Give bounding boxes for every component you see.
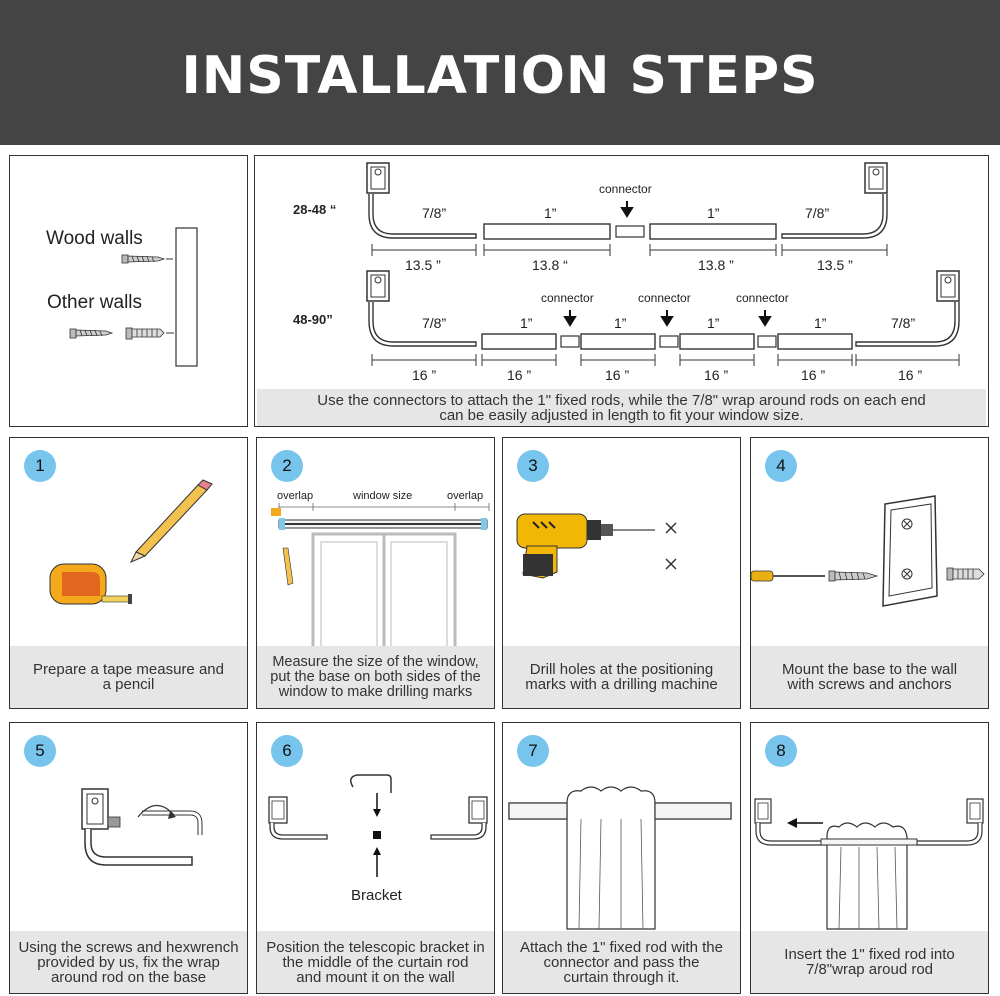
overlap-left-label: overlap bbox=[277, 490, 314, 502]
row2-fixed-rod-2 bbox=[581, 334, 655, 349]
step-6-caption-line1: Position the telescopic bracket in bbox=[266, 938, 485, 956]
step-6-badge: 6 bbox=[271, 735, 303, 767]
row1-right-bracket bbox=[865, 163, 887, 193]
step-4-panel bbox=[750, 437, 989, 709]
row1-left-bracket bbox=[367, 163, 389, 193]
overlap-right-label: overlap bbox=[447, 490, 484, 502]
pencil-icon bbox=[131, 480, 212, 562]
step-1-caption-line2: a pencil bbox=[102, 676, 155, 693]
row1-fixed-rod-1 bbox=[484, 224, 610, 239]
row2-length-4: 16 ” bbox=[704, 367, 729, 383]
step-4-caption-line1: Mount the base to the wall bbox=[781, 661, 958, 678]
step-7-caption-line3: curtain through it. bbox=[563, 968, 680, 986]
step-4-caption-line2: with screws and anchors bbox=[787, 676, 952, 693]
step-6-illustration bbox=[257, 723, 493, 933]
row1-fixed-rod-2 bbox=[650, 224, 776, 239]
row1-size-2: 1” bbox=[544, 205, 557, 221]
step-7-panel bbox=[502, 722, 741, 994]
step-8-panel bbox=[750, 722, 989, 994]
left-bracket-rod bbox=[269, 797, 327, 839]
step-5-caption-line2: provided by us, fix the wrap bbox=[37, 953, 220, 971]
row2-fixed-rod-3 bbox=[680, 334, 754, 349]
center-bracket-icon bbox=[351, 775, 391, 877]
step-2-caption-line2: put the base on both sides of the bbox=[270, 668, 481, 685]
hex-wrench-icon bbox=[138, 805, 200, 835]
row1-connector bbox=[616, 226, 644, 237]
step-5-caption bbox=[10, 931, 247, 993]
step-7-badge: 7 bbox=[517, 735, 549, 767]
right-bracket-rod bbox=[917, 799, 983, 845]
row1-length-2: 13.8 “ bbox=[532, 257, 568, 273]
drill-icon bbox=[517, 514, 655, 578]
tape-small-icon bbox=[271, 508, 281, 516]
window-icon bbox=[313, 534, 455, 648]
step-2-panel bbox=[256, 437, 495, 709]
row1-size-1: 7/8” bbox=[422, 205, 447, 221]
step-8-illustration bbox=[751, 723, 987, 933]
row2-connector-2 bbox=[660, 336, 678, 347]
row2-length-1: 16 ” bbox=[412, 367, 437, 383]
step-1-caption bbox=[10, 646, 247, 708]
step-1-panel bbox=[9, 437, 248, 709]
row2-length-2: 16 ” bbox=[507, 367, 532, 383]
step-7-illustration bbox=[503, 723, 739, 933]
row2-connector-arrow-3 bbox=[760, 310, 770, 325]
step-3-caption-line2: marks with a drilling machine bbox=[525, 676, 718, 693]
tape-measure-icon bbox=[50, 564, 132, 604]
row1-connector-label: connector bbox=[599, 182, 652, 196]
row2-connector-arrow-2 bbox=[662, 310, 672, 325]
step-2-illustration bbox=[257, 438, 493, 648]
step-6-caption-line2: the middle of the curtain rod bbox=[282, 953, 469, 971]
page-title: INSTALLATION STEPS bbox=[181, 46, 819, 106]
right-bracket-rod bbox=[431, 797, 487, 839]
step-7-caption-line2: connector and pass the bbox=[543, 953, 700, 971]
note-line-1: Use the connectors to attach the 1" fixed rods, while the 7/8" wrap around rods on each end bbox=[317, 391, 926, 409]
wall-types-illustration bbox=[10, 156, 246, 424]
row1-connector-arrow bbox=[622, 201, 632, 216]
row2-connector-1 bbox=[561, 336, 579, 347]
row2-size-4: 1” bbox=[707, 315, 720, 331]
curtain-icon bbox=[567, 787, 655, 929]
row2-size-3: 1” bbox=[614, 315, 627, 331]
row2-left-bracket bbox=[367, 271, 389, 301]
rod-diagram-panel bbox=[254, 155, 989, 427]
row2-size-1: 7/8” bbox=[422, 315, 447, 331]
step-8-badge: 8 bbox=[765, 735, 797, 767]
wall-board bbox=[176, 228, 197, 366]
row1-length-1: 13.5 ” bbox=[405, 257, 441, 273]
wall-plate-icon bbox=[883, 496, 937, 606]
row1-range-label: 28-48 “ bbox=[293, 202, 337, 217]
drill-marks bbox=[666, 523, 676, 569]
step-1-caption-line1: Prepare a tape measure and bbox=[33, 661, 224, 678]
step-3-caption bbox=[503, 646, 740, 708]
step-2-badge: 2 bbox=[271, 450, 303, 482]
row2-range-label: 48-90” bbox=[293, 312, 333, 327]
row2-size-6: 7/8” bbox=[891, 315, 916, 331]
note-line-2: can be easily adjusted in length to fit your window size. bbox=[439, 406, 804, 424]
other-walls-label: Other walls bbox=[47, 292, 143, 313]
bracket-rod-icon bbox=[82, 789, 192, 865]
step-8-caption-line1: Insert the 1" fixed rod into bbox=[784, 946, 955, 963]
step-5-illustration bbox=[10, 723, 246, 933]
screw-icon bbox=[829, 571, 877, 581]
wall-types-panel bbox=[9, 155, 248, 427]
step-5-panel bbox=[9, 722, 248, 994]
row2-connector-label-2: connector bbox=[638, 291, 691, 305]
row2-connector-arrow-1 bbox=[565, 310, 575, 325]
bracket-label: Bracket bbox=[351, 887, 402, 904]
page-header bbox=[0, 0, 1000, 145]
step-1-illustration bbox=[10, 438, 246, 638]
row2-length-6: 16 ” bbox=[898, 367, 923, 383]
step-7-caption bbox=[503, 931, 740, 993]
curtain-icon bbox=[821, 823, 917, 929]
wood-screw-icon bbox=[122, 255, 173, 263]
step-1-badge: 1 bbox=[24, 450, 56, 482]
rod-diagram bbox=[255, 156, 987, 424]
step-4-caption bbox=[751, 646, 988, 708]
step-3-badge: 3 bbox=[517, 450, 549, 482]
row2-fixed-rod-1 bbox=[482, 334, 556, 349]
row2-length-5: 16 ” bbox=[801, 367, 826, 383]
row2-length-3: 16 ” bbox=[605, 367, 630, 383]
step-5-caption-line1: Using the screws and hexwrench bbox=[18, 938, 239, 956]
row2-connector-label-1: connector bbox=[541, 291, 594, 305]
step-8-caption bbox=[751, 931, 988, 993]
row1-length-3: 13.8 ” bbox=[698, 257, 734, 273]
step-6-caption-line3: and mount it on the wall bbox=[296, 968, 455, 986]
row2-fixed-rod-4 bbox=[778, 334, 852, 349]
screwdriver-icon bbox=[751, 571, 825, 581]
step-5-badge: 5 bbox=[24, 735, 56, 767]
row2-right-bracket bbox=[937, 271, 959, 301]
step-3-illustration bbox=[503, 438, 739, 638]
row1-right-wrap-rod bbox=[782, 194, 887, 238]
step-5-caption-line3: around rod on the base bbox=[50, 968, 207, 986]
step-4-badge: 4 bbox=[765, 450, 797, 482]
row1-size-4: 7/8” bbox=[805, 205, 830, 221]
step-3-panel bbox=[502, 437, 741, 709]
row2-dimension-lines bbox=[372, 354, 959, 366]
row2-connector-3 bbox=[758, 336, 776, 347]
wood-walls-label: Wood walls bbox=[46, 228, 143, 249]
step-6-caption bbox=[257, 931, 494, 993]
step-2-caption-line1: Measure the size of the window, bbox=[272, 653, 479, 670]
step-2-caption bbox=[257, 646, 494, 708]
row2-size-5: 1” bbox=[814, 315, 827, 331]
step-4-illustration bbox=[751, 438, 987, 638]
anchor-icon bbox=[947, 568, 984, 580]
row1-length-4: 13.5 ” bbox=[817, 257, 853, 273]
step-2-caption-line3: window to make drilling marks bbox=[278, 683, 473, 700]
pencil-small-icon bbox=[283, 548, 293, 585]
measure-lines bbox=[279, 503, 489, 511]
row1-dimension-lines bbox=[372, 244, 887, 256]
row1-size-3: 1” bbox=[707, 205, 720, 221]
window-size-label: window size bbox=[353, 490, 413, 502]
row2-connector-label-3: connector bbox=[736, 291, 789, 305]
step-7-caption-line1: Attach the 1" fixed rod with the bbox=[520, 938, 723, 956]
row2-size-2: 1” bbox=[520, 315, 533, 331]
screw-anchor-icon bbox=[70, 328, 174, 339]
step-3-caption-line1: Drill holes at the positioning bbox=[529, 661, 714, 678]
insert-arrow-icon bbox=[787, 818, 823, 828]
step-8-caption-line2: 7/8"wrap aroud rod bbox=[805, 961, 934, 978]
rod-diagram-note bbox=[257, 389, 986, 426]
step-6-panel bbox=[256, 722, 495, 994]
